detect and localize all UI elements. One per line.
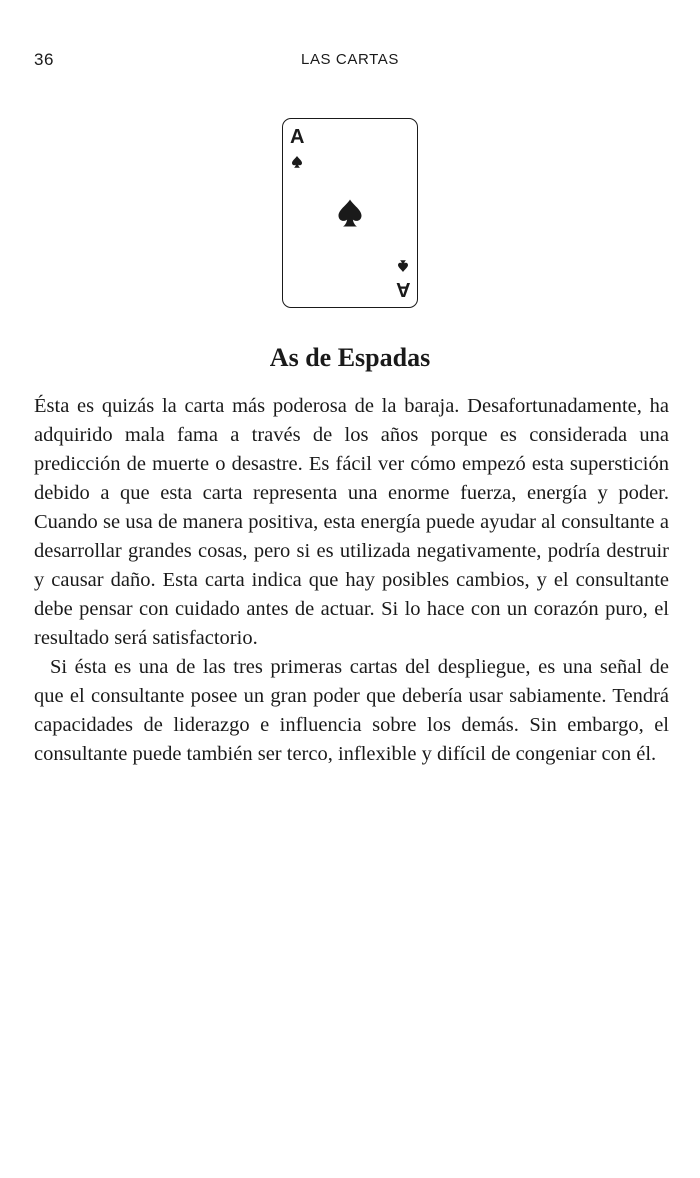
ace-of-spades-card: [282, 118, 418, 308]
paragraph-1: Ésta es quizás la carta más poderosa de la baraja. Desafortunadamente, ha adquirido mala fama a través de los años porque es considerada una predicción de muerte o desastre. Es fácil ver cómo empezó esta superstición debido a que esta carta representa una enorme fuerza, energía y poder. Cuando se usa de manera positiva, esta energía puede ayudar al consultante a desarrollar grandes cosas, pero si es utilizada negativamente, podría destruir y causar daño. Esta carta indica que hay posibles cambios, y el consultante debe pensar con cuidado antes de actuar. Si lo hace con un corazón puro, el resultado será satisfactorio.: [34, 395, 669, 649]
article-body: [34, 392, 669, 769]
card-rank-bottom: A: [395, 278, 410, 300]
page-number: 36: [34, 50, 54, 69]
card-rank-top: A: [290, 126, 305, 148]
card-suit-art: [283, 119, 419, 309]
paragraph-2: Si ésta es una de las tres primeras cartas del despliegue, es una señal de que el consultante posee un gran poder que debería usar sabiamente. Tendrá capacidades de liderazgo e influencia sobre los demás. Sin embargo, el consultante puede también ser terco, inflexible y difícil de congeniar con él.: [34, 656, 669, 765]
running-head: LAS CARTAS: [301, 51, 399, 68]
spade-icon-center: [339, 200, 362, 227]
spade-icon-small-bottom: [398, 260, 408, 272]
spade-icon-small-top: [292, 156, 302, 168]
section-title: As de Espadas: [269, 343, 431, 372]
